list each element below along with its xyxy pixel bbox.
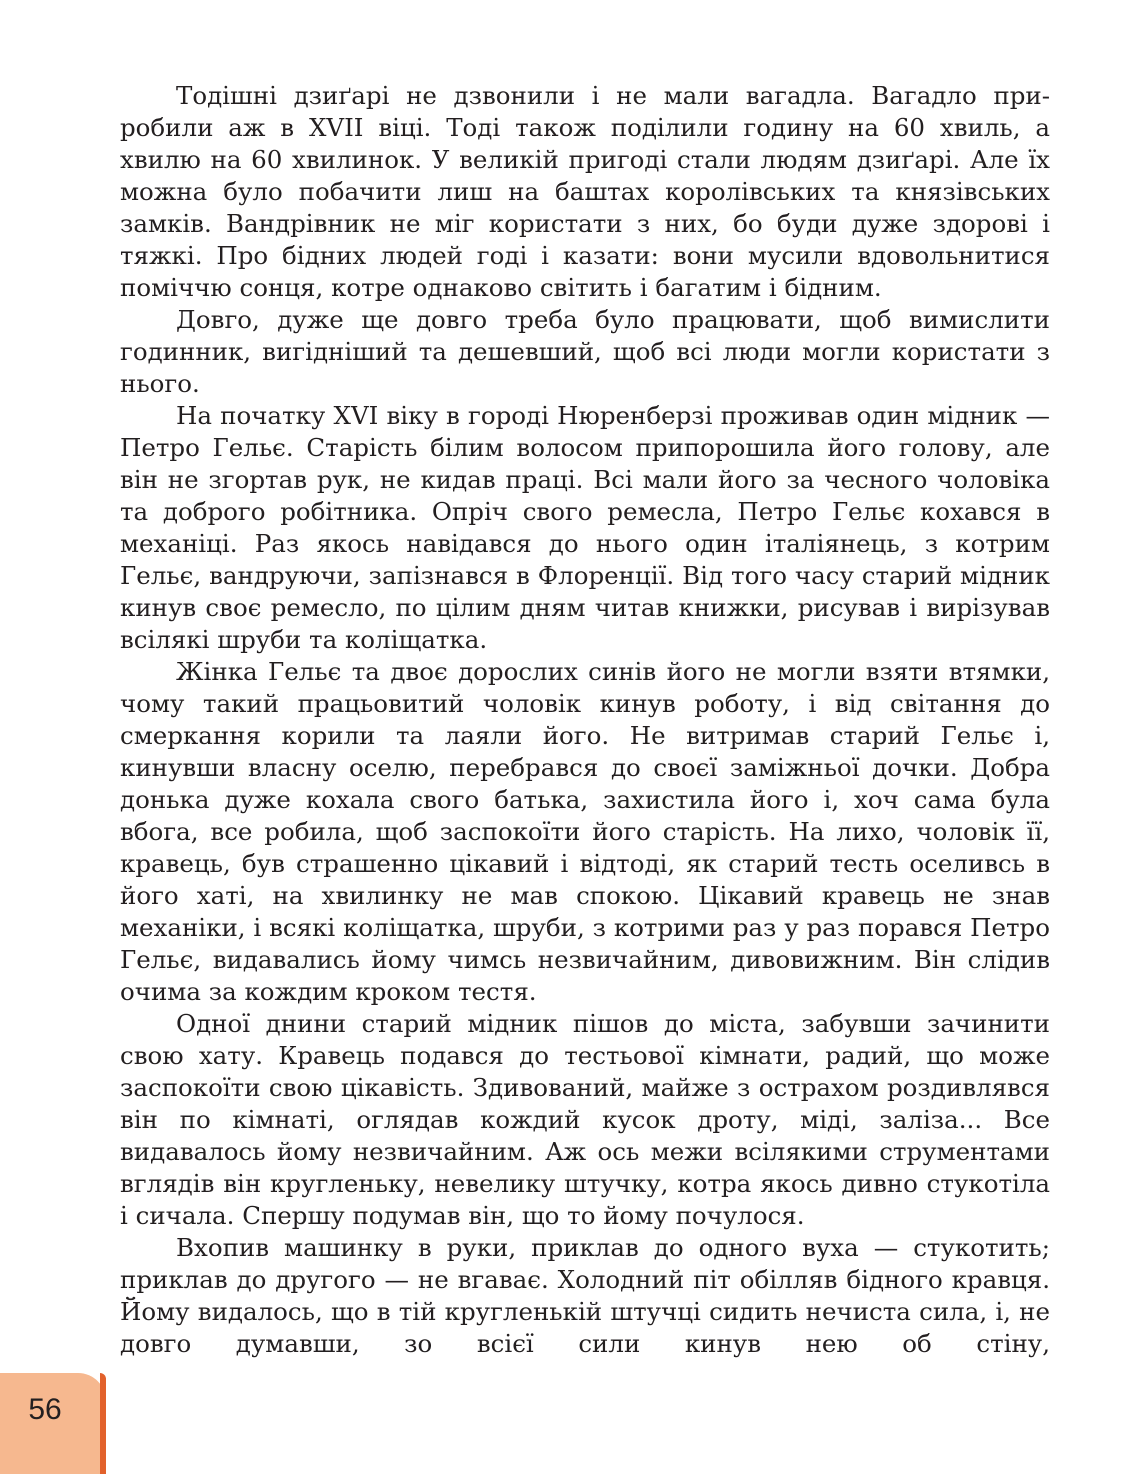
paragraph-3: На початку XVI віку в городі Нюренберзі проживав один мідник — Петро Гельє. Старість білим волосом припорошила його голову, але він не згортав рук, не кидав праці. Всі мали його за чесного чоловіка та доброго робітника. Опріч свого ремесла, Петро Гельє кохався в механіці. Раз якось навідався до нього один італіянець, з котрим Гельє, вандруючи, запізнався в Флоренції. Від того часу старий мідник кинув своє ремесло, по цілим дням читав книжки, рисував і вирізував всілякі шруби та коліщатка. (120, 401, 1050, 654)
paragraph-5: Одної днини старий мідник пішов до міста, забувши зачинити свою хату. Кравець подався до тестьової кімнати, радий, що може заспокоїти свою цікавість. Здивований, майже з острахом роздивлявся він по кімнаті, оглядав кождий кусок дроту, міді, заліза... Все видавалось йому незвичайним. Аж ось межи всілякими струментами вглядів він кругленьку, невелику штучку, котра якось дивно стукотіла і сичала. Спершу подумав він, що то йому почулося. (120, 1009, 1050, 1230)
paragraph-1: Тодішні дзиґарі не дзвонили і не мали вагадла. Вагадло приробили аж в XVII віці. Тоді також поділили годину на 60 хвиль, а хвилю на 60 хвилинок. У великій пригоді стали людям дзиґарі. Але їх можна було побачити лиш на баштах королівських та князівських замків. Вандрівник не міг користати з них, бо буди дуже здорові і тяжкі. Про бідних людей годі і казати: вони мусили вдовольнитися поміччю сонця, котре однаково світить і багатим і бідним. (120, 81, 1050, 302)
paragraph-6: Вхопив машинку в руки, приклав до одного вуха — стукотить; приклав до другого — не вгаває. Холодний піт обілляв бідного кравця. Йому видалось, що в тій кругленькій штучці сидить нечиста сила, і, не довго думавши, зо всієї сили кинув нею об стіну, (120, 1233, 1050, 1358)
body-text (120, 80, 1050, 1360)
paragraph-4: Жінка Гельє та двоє дорослих синів його не могли взяти втямки, чому такий працьовитий чоловік кинув роботу, і від світання до смеркання корили та лаяли його. Не витримав старий Гельє і, кинувши власну оселю, перебрався до своєї заміжньої дочки. Добра донька дуже кохала свого батька, захистила його і, хоч сама була вбога, все робила, щоб заспокоїти його старість. На лихо, чоловік її, кравець, був страшенно цікавий і відтоді, як старий тесть оселивсь в його хаті, на хвилинку не мав спокою. Цікавий кравець не знав механіки, і всякі коліщатка, шруби, з котрими раз у раз порався Петро Гельє, видавались йому чимсь незвичайним, дивовижним. Він слідив очима за кождим кроком тестя. (120, 657, 1050, 1006)
page-number: 56 (28, 1393, 62, 1426)
paragraph-2: Довго, дуже ще довго треба було працювати, щоб вимислити годинник, вигідніший та дешевший, щоб всі люди могли користати з нього. (120, 305, 1050, 398)
page-number-tab (0, 1373, 106, 1474)
